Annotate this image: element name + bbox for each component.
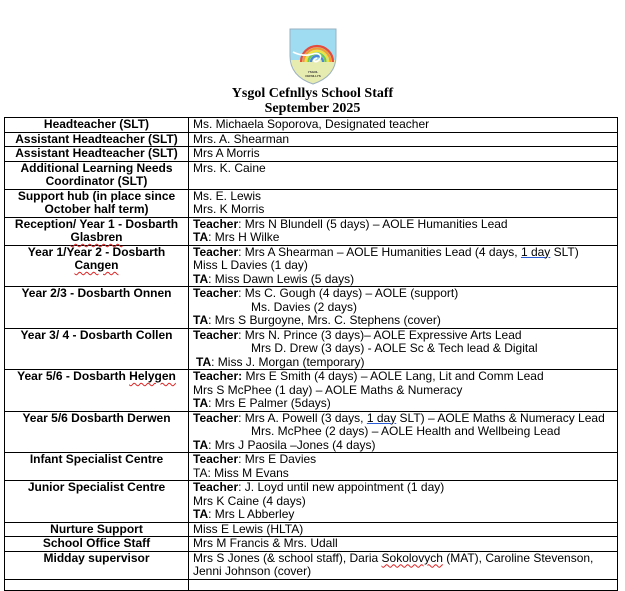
table-row [5, 522, 618, 537]
table-row [5, 370, 618, 412]
ta-label: TA [193, 396, 209, 410]
staff-text: : Ms C. Gough (4 days) – AOLE (support) [238, 286, 459, 300]
staff-line: Mrs. K Morris [193, 202, 265, 216]
staff-text: : Mrs E Davies [238, 452, 317, 466]
staff-cell [189, 161, 618, 189]
staff-line: Jenni Johnson (cover) [193, 564, 312, 578]
table-row [5, 481, 618, 523]
role-cell [5, 370, 189, 412]
logo-caption-line2: CEFNLLYS [305, 74, 321, 78]
staff-text: : Mrs L Abberley [208, 507, 295, 521]
document-subtitle: September 2025 [264, 101, 361, 116]
staff-text: Mrs S Jones (& school staff), Daria [193, 550, 382, 565]
staff-line [193, 287, 613, 301]
table-row [5, 118, 618, 133]
role-text: Year 5/6 - Dosbarth [17, 369, 130, 383]
teacher-label: Teacher [193, 216, 239, 231]
staff-text: : Mrs A Shearman – AOLE Humanities Lead (4 days, [238, 244, 521, 259]
table-row [5, 245, 618, 287]
staff-line: Mrs M Francis & Mrs. Udall [193, 536, 338, 550]
teacher-label: Teacher [193, 327, 239, 342]
staff-line: Ms. Michaela Soporova, Designated teacher [193, 117, 430, 131]
ta-label: TA [193, 437, 209, 452]
staff-line: Mrs. A. Shearman [193, 131, 290, 146]
role-text-flagged: Helygen [129, 369, 176, 383]
flagged-text: 1 day [520, 244, 551, 259]
staff-line [193, 508, 613, 522]
staff-line [193, 397, 613, 411]
staff-cell [189, 189, 618, 217]
staff-cell [189, 579, 618, 590]
role-cell: School Office Staff [5, 537, 189, 552]
teacher-label: Teacher: [193, 369, 243, 383]
teacher-label: Teacher [193, 244, 239, 259]
staff-cell [189, 411, 618, 453]
table-row [5, 217, 618, 245]
role-cell [5, 217, 189, 245]
staff-text: : Mrs A. Powell (3 days, [238, 410, 367, 425]
staff-line: Mrs S McPhee (1 day) – AOLE Maths & Numeracy [193, 382, 463, 397]
staff-cell [189, 287, 618, 329]
staff-text: : Mrs E Palmer (5days) [208, 396, 331, 410]
ta-label: TA [196, 354, 212, 369]
staff-line [193, 453, 613, 467]
table-row-empty [5, 579, 618, 590]
role-cell: Assistant Headteacher (SLT) [5, 132, 189, 147]
staff-cell [189, 370, 618, 412]
staff-line [193, 218, 613, 232]
table-row [5, 132, 618, 147]
staff-cell [189, 217, 618, 245]
staff-line: TA: Miss M Evans [193, 465, 289, 480]
staff-text: SLT) [550, 244, 579, 259]
role-cell [5, 245, 189, 287]
logo-caption-line1: YSGOL [307, 70, 319, 74]
ta-label: TA [193, 271, 209, 286]
staff-line: Mrs A Morris [193, 146, 260, 160]
role-cell [5, 579, 189, 590]
table-row [5, 551, 618, 579]
role-cell: Year 3/ 4 - Dosbarth Collen [5, 328, 189, 370]
staff-text: : Mrs S Burgoyne, Mrs. C. Stephens (cover) [208, 313, 441, 327]
staff-cell [189, 551, 618, 579]
role-cell: Midday supervisor [5, 551, 189, 579]
role-cell: Year 2/3 - Dosbarth Onnen [5, 287, 189, 329]
staff-text: : Mrs N Blundell (5 days) – AOLE Humanities Lead [238, 216, 508, 231]
staff-line [193, 273, 613, 287]
table-row [5, 453, 618, 481]
staff-line: Mrs. K. Caine [193, 160, 266, 175]
role-cell: Junior Specialist Centre [5, 481, 189, 523]
flagged-text: 1 day [366, 410, 397, 425]
staff-line [193, 231, 613, 245]
staff-cell [189, 147, 618, 162]
role-cell: Support hub (in place since October half term) [5, 189, 189, 217]
staff-cell [189, 118, 618, 133]
staff-text: : J. Loyd until new appointment (1 day) [238, 480, 445, 494]
staff-text: : Mrs J Paosila –Jones (4 days) [208, 437, 376, 452]
staff-line: Ms. Davies (2 days) [251, 299, 358, 314]
teacher-label: Teacher [193, 410, 239, 425]
role-cell: Nurture Support [5, 522, 189, 537]
table-row [5, 161, 618, 189]
logo-caption [287, 70, 339, 78]
table-row [5, 189, 618, 217]
role-cell: Infant Specialist Centre [5, 453, 189, 481]
table-row [5, 287, 618, 329]
ta-label: TA [193, 313, 209, 327]
role-text: Year 1/Year 2 - Dosbarth [27, 244, 166, 259]
staff-table [4, 117, 618, 591]
staff-line: Ms. E. Lewis [193, 188, 262, 203]
staff-cell [189, 453, 618, 481]
staff-line [193, 439, 613, 453]
staff-line: Mrs D. Drew (3 days) - AOLE Sc & Tech lead & Digital [251, 341, 538, 355]
staff-line [193, 370, 613, 384]
staff-line [193, 246, 613, 260]
staff-line: Miss E Lewis (HLTA) [193, 521, 304, 536]
staff-line: Miss L Davies (1 day) [193, 258, 308, 272]
staff-line: Mrs K Caine (4 days) [193, 493, 306, 508]
ta-label: TA [193, 507, 209, 521]
table-row [5, 328, 618, 370]
document-title: Ysgol Cefnllys School Staff [231, 86, 394, 101]
staff-line [193, 314, 613, 328]
role-text: Reception/ Year 1 - Dosbarth [14, 216, 179, 231]
staff-cell [189, 245, 618, 287]
teacher-label: Teacher [193, 452, 239, 466]
staff-text: : Miss J. Morgan (temporary) [211, 354, 365, 369]
role-cell: Additional Learning Needs Coordinator (SLT) [5, 161, 189, 189]
table-row [5, 537, 618, 552]
table-row [5, 147, 618, 162]
staff-cell [189, 522, 618, 537]
staff-line [193, 552, 613, 566]
staff-text: SLT) – AOLE Maths & Numeracy Lead [396, 410, 605, 425]
role-cell: Year 5/6 Dosbarth Derwen [5, 411, 189, 453]
staff-line: Mrs. McPhee (2 days) – AOLE Health and Wellbeing Lead [251, 424, 561, 438]
flagged-text: Sokolovych [381, 550, 443, 565]
staff-text: Mrs E Smith (4 days) – AOLE Lang, Lit and Comm Lead [242, 369, 544, 383]
staff-line [193, 481, 613, 495]
role-cell: Headteacher (SLT) [5, 118, 189, 133]
ta-label: TA [193, 230, 209, 244]
teacher-label: Teacher [193, 286, 239, 300]
staff-cell [189, 481, 618, 523]
role-cell: Assistant Headteacher (SLT) [5, 147, 189, 162]
table-row [5, 411, 618, 453]
staff-text: (MAT), Caroline Stevenson, [442, 550, 594, 565]
staff-cell [189, 132, 618, 147]
role-text-flagged: Cangen [74, 258, 119, 272]
role-text-flagged: Glasbren [70, 230, 123, 244]
staff-text: : Miss Dawn Lewis (5 days) [208, 271, 355, 286]
teacher-label: Teacher [193, 480, 239, 494]
staff-text: : Mrs N. Prince (3 days)– AOLE Expressive Arts Lead [238, 327, 522, 342]
staff-line [193, 412, 613, 426]
staff-line [193, 329, 613, 343]
staff-cell [189, 328, 618, 370]
staff-text: : Mrs H Wilke [208, 230, 280, 244]
staff-line [193, 356, 613, 370]
staff-cell [189, 537, 618, 552]
